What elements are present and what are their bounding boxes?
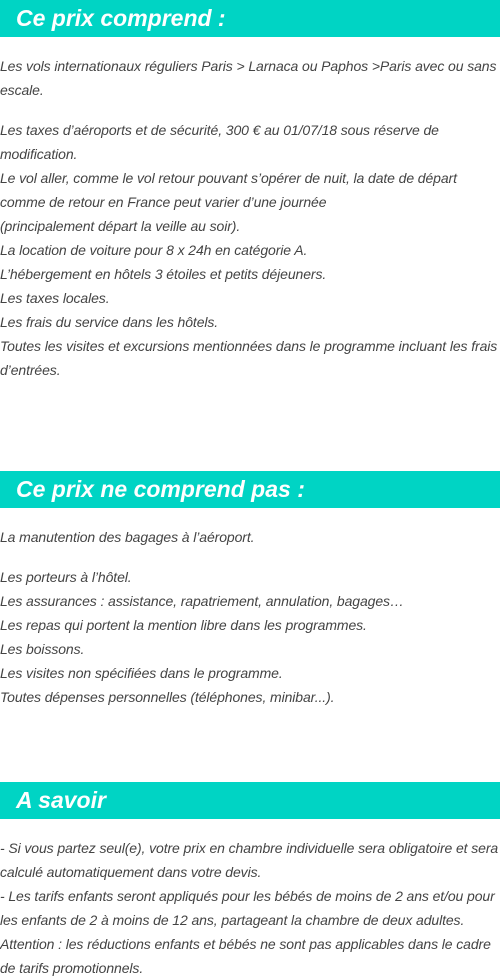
includes-item: Les frais du service dans les hôtels. [0, 314, 219, 330]
includes-item: La location de voiture pour 8 x 24h en catégorie A. [0, 242, 308, 258]
includes-item: L’hébergement en hôtels 3 étoiles et petits déjeuners. [0, 266, 327, 282]
excludes-lead: La manutention des bagages à l’aéroport. [0, 529, 255, 545]
includes-section [0, 54, 500, 382]
includes-item: Les taxes locales. [0, 290, 110, 306]
notes-item: - Les tarifs enfants seront appliqués pour les bébés de moins de 2 ans et/ou pour les enfants de 2 à moins de 12 ans, partageant la chambre de deux adultes. [0, 888, 495, 928]
includes-item: Toutes les visites et excursions mentionnées dans le programme incluant les frais d’entrées. [0, 338, 498, 378]
excludes-heading: Ce prix ne comprend pas : [0, 471, 500, 508]
includes-item: (principalement départ la veille au soir). [0, 218, 241, 234]
excludes-section [0, 525, 500, 709]
notes-section [0, 836, 500, 980]
excludes-item: Toutes dépenses personnelles (téléphones, minibar...). [0, 689, 335, 705]
excludes-item: Les repas qui portent la mention libre dans les programmes. [0, 617, 367, 633]
includes-item: Le vol aller, comme le vol retour pouvant s’opérer de nuit, la date de départ comme de retour en France peut varier d’une journée [0, 170, 457, 210]
includes-lead: Les vols internationaux réguliers Paris > Larnaca ou Paphos >Paris avec ou sans escale. [0, 58, 497, 98]
notes-item: Attention : les réductions enfants et bébés ne sont pas applicables dans le cadre de tarifs promotionnels. [0, 936, 491, 976]
excludes-item: Les visites non spécifiées dans le programme. [0, 665, 283, 681]
notes-item: - Si vous partez seul(e), votre prix en chambre individuelle sera obligatoire et sera calculé automatiquement dans votre devis. [0, 840, 499, 880]
excludes-item: Les porteurs à l’hôtel. [0, 569, 132, 585]
includes-heading: Ce prix comprend : [0, 0, 500, 37]
notes-heading: A savoir [0, 782, 500, 819]
includes-item: Les taxes d’aéroports et de sécurité, 300 € au 01/07/18 sous réserve de modification. [0, 122, 439, 162]
excludes-item: Les assurances : assistance, rapatriement, annulation, bagages… [0, 593, 404, 609]
excludes-item: Les boissons. [0, 641, 85, 657]
